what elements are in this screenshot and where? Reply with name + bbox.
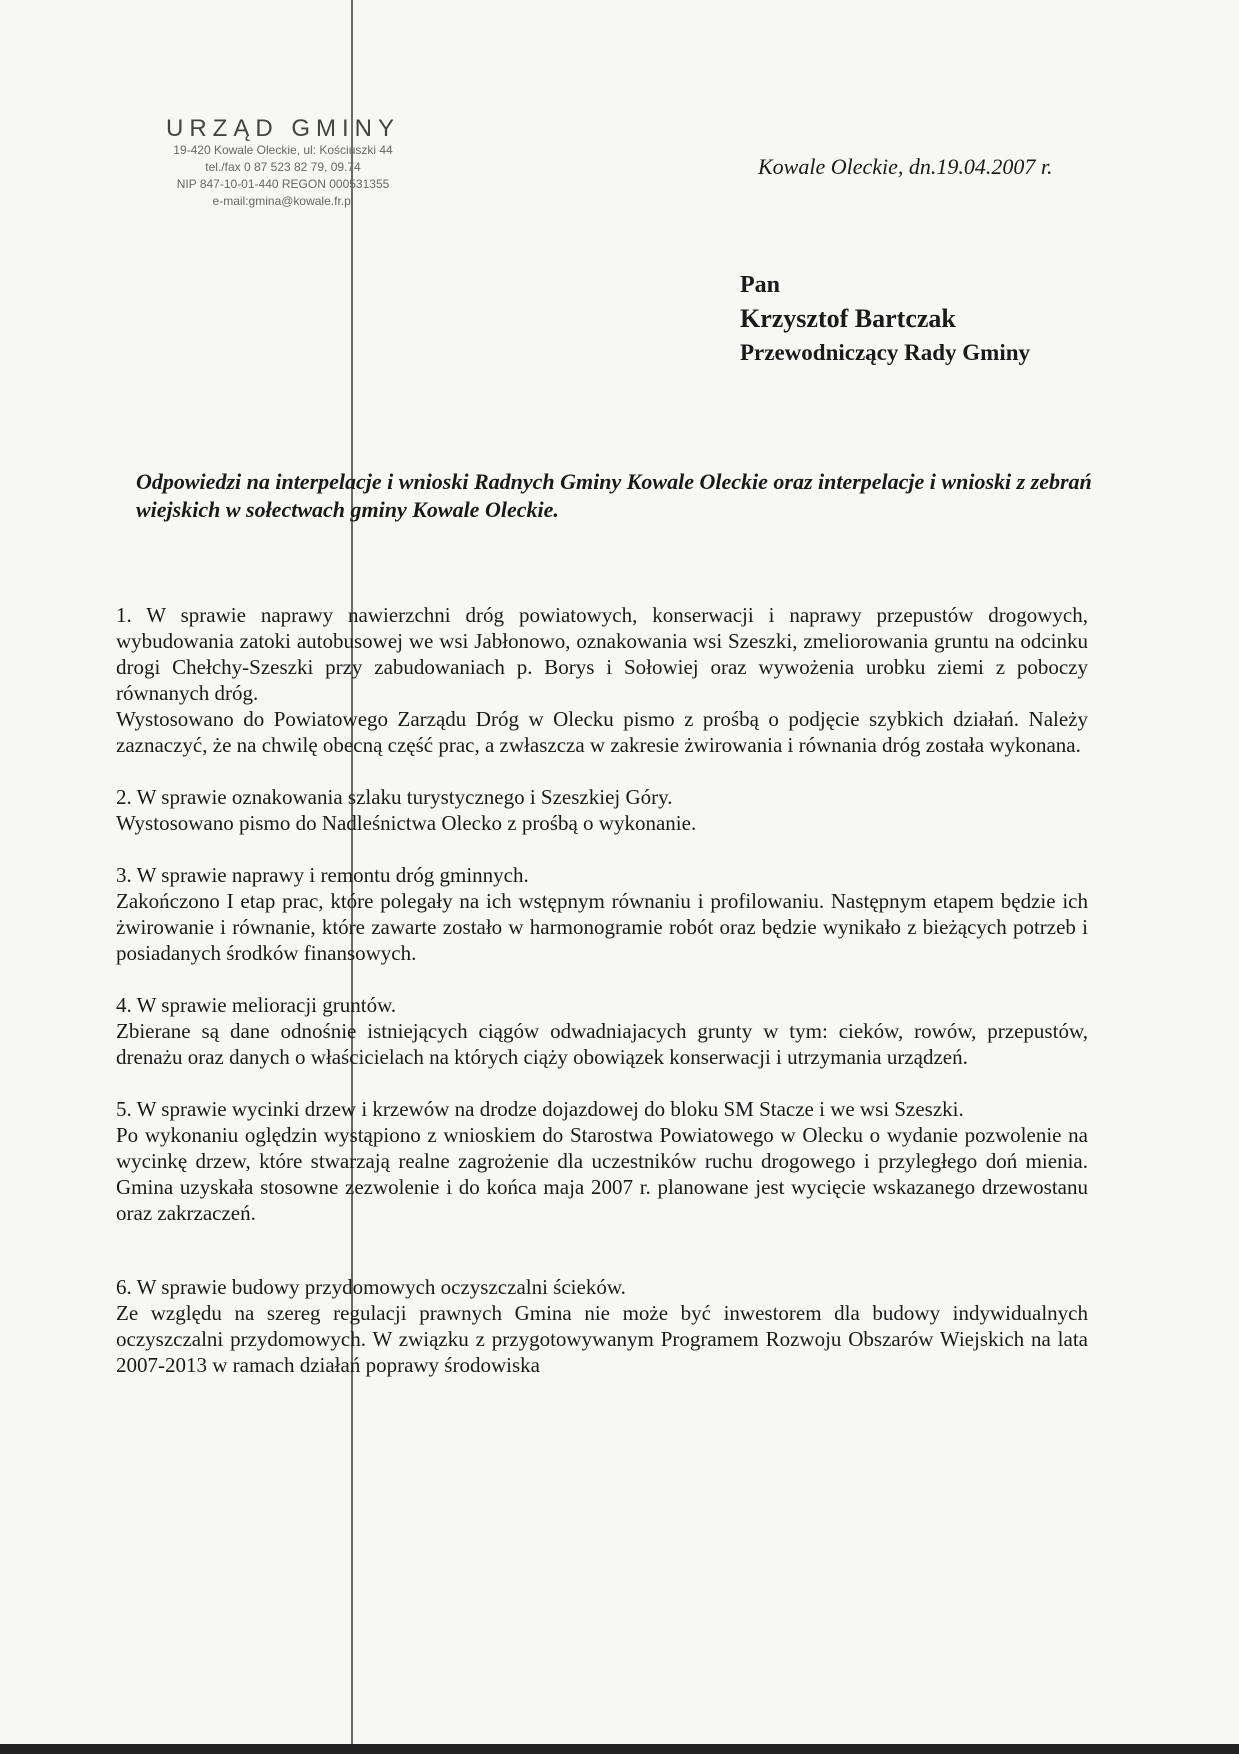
section-heading: 2. W sprawie oznakowania szlaku turystycznego i Szeszkiej Góry. — [116, 785, 673, 809]
response-sections — [116, 602, 1088, 1378]
section-heading: 6. W sprawie budowy przydomowych oczyszczalni ścieków. — [116, 1275, 626, 1299]
letterhead-phone: tel./fax 0 87 523 82 79, 09.74 — [205, 160, 361, 174]
section-heading: 3. W sprawie naprawy i remontu dróg gminnych. — [116, 863, 529, 887]
section-heading: 1. W sprawie naprawy nawierzchni dróg powiatowych, konserwacji i naprawy przepustów drogowych, wybudowania zatoki autobusowej we wsi Jabłonowo, oznakowania wsi Szeszki, zmeliorowania gruntu na odcinku drogi Chełchy-Szeszki przy zabudowaniach p. Borys i Sołowiej oraz wywożenia urobku ziemi z poboczy równanych dróg. — [116, 603, 1088, 705]
addressee-block — [740, 268, 1030, 370]
section-heading: 4. W sprawie melioracji gruntów. — [116, 993, 397, 1017]
section-body: Zakończono I etap prac, które polegały na ich wstępnym równaniu i profilowaniu. Następnym etapem będzie ich żwirowanie i równanie, które zawarte zostało w harmonogramie robót oraz będzie wynikało z bieżących potrzeb i posiadanych środków finansowych. — [116, 889, 1088, 965]
letterhead-tax-ids: NIP 847-10-01-440 REGON 000531355 — [176, 177, 390, 191]
letterhead-email: e-mail:gmina@kowale.fr.pl — [212, 194, 354, 208]
section-body: Wystosowano pismo do Nadleśnictwa Olecko z prośbą o wykonanie. — [116, 811, 697, 835]
letterhead-address: 19-420 Kowale Oleckie, ul: Kościuszki 44 — [173, 143, 393, 157]
letter-subject: Odpowiedzi na interpelacje i wnioski Radnych Gminy Kowale Oleckie oraz interpelacje i wnioski z zebrań wiejskich w sołectwach gminy Kowale Oleckie. — [136, 469, 1092, 522]
section-1 — [116, 602, 1088, 758]
section-5 — [116, 1096, 1088, 1226]
section-body: Po wykonaniu oględzin wystąpiono z wnioskiem do Starostwa Powiatowego w Olecku o wydanie pozwolenie na wycinkę drzew, które stwarzają realne zagrożenie dla uczestników ruchu drogowego i przyległego doń mienia. Gmina uzyskała stosowne zezwolenie i do końca maja 2007 r. planowane jest wycięcie wskazanego drzewostanu oraz zakrzaczeń. — [116, 1123, 1088, 1225]
letter-date: Kowale Oleckie, dn.19.04.2007 r. — [758, 154, 1053, 179]
letterhead-title: URZĄD GMINY — [166, 115, 400, 142]
addressee-role: Przewodniczący Rady Gminy — [740, 340, 1031, 365]
section-body: Zbierane są dane odnośnie istniejących ciągów odwadniajacych grunty w tym: cieków, rowów, przepustów, drenażu oraz danych o właścicielach na których ciąży obowiązek konserwacji i utrzymania urządzeń. — [116, 1019, 1088, 1069]
section-body: Ze względu na szereg regulacji prawnych Gmina nie może być inwestorem dla budowy indywidualnych oczyszczalni przydomowych. W związku z przygotowywanym Programem Rozwoju Obszarów Wiejskich na lata 2007-2013 w ramach działań poprawy środowiska — [116, 1301, 1088, 1377]
section-3 — [116, 862, 1088, 966]
section-4 — [116, 992, 1088, 1070]
addressee-salutation: Pan — [740, 272, 781, 298]
section-6 — [116, 1274, 1088, 1378]
section-2 — [116, 784, 1088, 836]
scan-bottom-edge — [0, 1744, 1239, 1754]
addressee-name: Krzysztof Bartczak — [740, 304, 956, 333]
section-heading: 5. W sprawie wycinki drzew i krzewów na drodze dojazdowej do bloku SM Stacze i we wsi Szeszki. — [116, 1097, 964, 1121]
section-body: Wystosowano do Powiatowego Zarządu Dróg w Olecku pismo z prośbą o podjęcie szybkich działań. Należy zaznaczyć, że na chwilę obecną część prac, a zwłaszcza w zakresie żwirowania i równania dróg została wykonana. — [116, 707, 1088, 757]
letterhead-stamp — [118, 116, 448, 210]
